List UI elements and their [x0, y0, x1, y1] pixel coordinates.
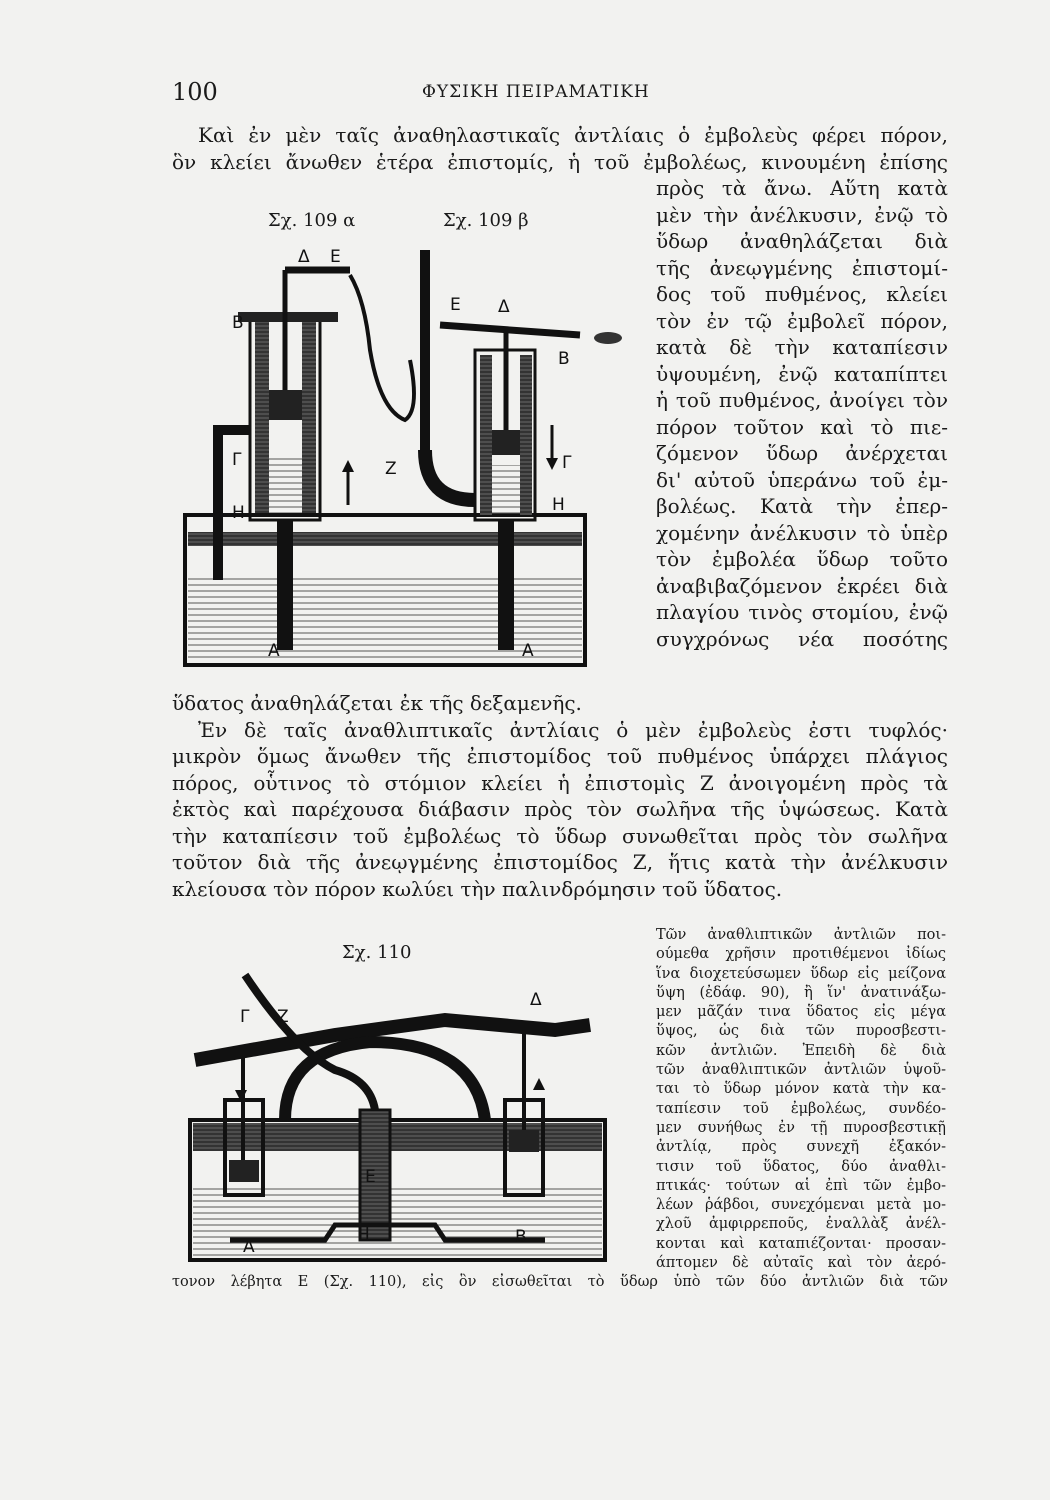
- text-line: δι' αὐτοῦ ὑπεράνω τοῦ ἐμ-: [656, 467, 948, 492]
- text-line: άπτομεν δὲ αὐταῖς καὶ τὸν ἀερό-: [656, 1255, 946, 1272]
- label-alpha: Α: [243, 1237, 255, 1257]
- label-beta-right: Β: [558, 349, 570, 369]
- right-pump-wall: [480, 355, 492, 515]
- page-number: 100: [172, 78, 218, 106]
- label-eta: Η: [357, 1225, 370, 1245]
- text-line: ἵνα διοχετεύσωμεν ὕδωρ εἰς μείζονα: [656, 965, 946, 982]
- page-header: [172, 78, 932, 108]
- text-line: ὕδατος ἀναθηλάζεται ἐκ τῆς δεξαμενῆς.: [172, 691, 582, 715]
- right-pump-water: [492, 465, 520, 515]
- text-line: ούμεθα χρῆσιν προτιθέμενοι ἰδίως: [656, 946, 946, 963]
- text-line: ζόμενον ὕδωρ ἀνέρχεται: [656, 441, 948, 465]
- text-line: τοῦτον διὰ τῆς ἀνεῳγμένης ἐπιστομίδος Ζ, ἥτις κατὰ τὴν ἀνέλκυσιν: [172, 850, 948, 874]
- text-line: μικρὸν ὅμως ἄνωθεν τῆς ἐπιστομίδος τοῦ πυθμένος ὑπάρχει πλάγιος: [172, 744, 948, 768]
- text-line: τισιν τοῦ ὕδατος, δύο ἀναθλι-: [656, 1158, 946, 1175]
- running-title: ΦΥΣΙΚΗ ΠΕΙΡΑΜΑΤΙΚΗ: [422, 82, 650, 102]
- label-delta-left: Δ: [298, 247, 310, 267]
- left-pump-water: [269, 455, 302, 513]
- left-pump-wall: [302, 318, 316, 513]
- text-line: ταπίεσιν τοῦ ἐμβολέως, συνδέο-: [656, 1100, 946, 1117]
- left-piston: [229, 1160, 259, 1182]
- label-alpha-left: Α: [268, 641, 280, 661]
- label-delta-right: Δ: [498, 297, 510, 317]
- label-gamma-left: Γ: [232, 450, 242, 470]
- right-pump-wall: [520, 355, 532, 515]
- left-pump-handle: [350, 275, 414, 420]
- text-line: μεν συνήθως ἐν τῇ πυροσβεστικῇ: [656, 1119, 946, 1136]
- label-eta-left: Η: [232, 503, 245, 523]
- text-line: κονται καὶ καταπιέζονται· προσαν-: [656, 1235, 946, 1252]
- text-line: λέων ῥάβδοι, συνεχόμεναι μετὰ μο-: [656, 1197, 946, 1214]
- paragraph-2-block: [172, 690, 948, 902]
- label-epsilon-left: Ε: [330, 247, 341, 267]
- tank-lid: [188, 532, 582, 546]
- text-line: χλοῦ ἀμφιρρεποῦς, ἐναλλὰξ ἀνέλ-: [656, 1216, 946, 1233]
- label-zeta: Ζ: [277, 1007, 289, 1027]
- text-line: κατὰ δὲ τὴν καταπίεσιν: [656, 335, 948, 359]
- text-line: πτικάς· τούτων αἱ ἐπὶ τῶν ἐμβο-: [656, 1177, 946, 1194]
- text-line: ἀναβιβαζόμενον ἐκρέει διὰ: [656, 573, 948, 598]
- text-line: ὑψουμένη, ἐνῷ καταπίπτει: [656, 361, 948, 386]
- cistern-top: [193, 1123, 602, 1151]
- text-line: πλαγίου τινὸς στομίου, ἐνῷ: [656, 600, 948, 624]
- text-line: ἀντλίᾳ, πρὸς συνεχῆ ἐξακόν-: [656, 1139, 946, 1156]
- text-line: ται τὸ ὕδωρ μόνον κατὰ τὴν κα-: [656, 1081, 946, 1098]
- text-line: τῶν ἀναθλιπτικῶν ἀντλιῶν ὑψοῦ-: [656, 1062, 946, 1079]
- left-pump-cap: [238, 312, 338, 322]
- text-line: δος τοῦ πυθμένος, κλείει: [656, 282, 948, 306]
- label-beta: Β: [515, 1227, 527, 1247]
- text-line: ὕψη (ἐδάφ. 90), ἢ ἵν' ἀνατινάξω-: [656, 984, 946, 1001]
- text-line: συγχρόνως νέα ποσότης: [656, 626, 948, 651]
- text-line: μὲν τὴν ἀνέλκυσιν, ἐνῷ τὸ: [656, 202, 948, 227]
- text-line: τῆς ἀνεῳγμένης ἐπιστομί-: [656, 255, 948, 280]
- text-line: πρὸς τὰ ἄνω. Αὕτη κατὰ: [656, 176, 948, 200]
- right-piston: [509, 1130, 539, 1152]
- text-line: τονον λέβητα Ε (Σχ. 110), εἰς ὃν εἰσωθεῖται τὸ ὕδωρ ὑπὸ τῶν δύο ἀντλιῶν διὰ τῶν: [172, 1274, 948, 1290]
- left-pump-wall: [255, 318, 269, 513]
- text-line: κλείουσα τὸν πόρον κωλύει τὴν παλινδρόμησιν τοῦ ὕδατος.: [172, 876, 783, 901]
- text-line: Καὶ ἐν μὲν ταῖς ἀναθηλαστικαῖς ἀντλίαις ὁ ἐμβολεὺς φέρει πόρον,: [198, 123, 948, 147]
- figure-110-caption: Σχ. 110: [342, 942, 412, 963]
- label-eta-right: Η: [552, 495, 565, 515]
- right-pump-handle: [594, 332, 622, 344]
- label-beta-left: Β: [232, 313, 244, 333]
- left-pump-piston: [269, 390, 302, 420]
- text-line: ὕδωρ ἀναθηλάζεται διὰ: [656, 229, 948, 253]
- paragraph-1-side: [656, 175, 948, 652]
- right-pump-lever: [440, 325, 580, 335]
- text-line: κῶν ἀντλιῶν. Ἐπειδὴ δὲ διὰ: [656, 1042, 946, 1059]
- label-epsilon: Ε: [365, 1167, 376, 1187]
- arrow-up-head: [342, 460, 354, 472]
- text-line: ἡ τοῦ πυθμένος, ἀνοίγει τὸν: [656, 388, 948, 412]
- label-delta: Δ: [530, 990, 542, 1010]
- label-epsilon-right: Ε: [450, 295, 461, 315]
- text-line: Ἐν δὲ ταῖς ἀναθλιπτικαῖς ἀντλίαις ὁ μὲν ἐμβολεὺς ἐστι τυφλός·: [198, 717, 948, 742]
- text-line: πόρον τοῦτον καὶ τὸ πιε-: [656, 414, 948, 439]
- text-line: τὸν ἐμβολέα ὕδωρ τοῦτο: [656, 547, 948, 571]
- right-pump-piston: [492, 430, 520, 455]
- text-line: βολέως. Κατὰ τὴν ἐπερ-: [656, 494, 948, 518]
- text-line: χομένην ἀνέλκυσιν τὸ ὑπὲρ: [656, 520, 948, 545]
- figure-110-fire-pump: [185, 970, 615, 1270]
- text-line: ὃν κλείει ἄνωθεν ἑτέρα ἐπιστομίς, ἡ τοῦ ἐμβολέως, κινουμένη ἐπίσης: [172, 149, 948, 174]
- arrow-down-head: [546, 458, 558, 470]
- label-zeta: Ζ: [385, 459, 397, 479]
- figure-109-pumps: [180, 240, 650, 685]
- text-line: πόρος, οὗτινος τὸ στόμιον κλείει ἡ ἐπιστομὶς Ζ ἀνοιγομένη πρὸς τὰ: [172, 770, 948, 795]
- text-line: τὴν καταπίεσιν τοῦ ἐμβολέως τὸ ὕδωρ συνωθεῖται πρὸς τὸν σωλῆνα: [172, 823, 948, 848]
- text-line: μεν μᾶζάν τινα ὕδατος εἰς μέγα: [656, 1004, 946, 1021]
- label-gamma-right: Γ: [562, 453, 572, 473]
- text-line: Τῶν ἀναθλιπτικῶν ἀντλιῶν ποι-: [656, 927, 946, 943]
- arrow-up: [533, 1078, 545, 1090]
- label-alpha-right: Α: [522, 641, 534, 661]
- text-line: ὕψος, ὡς διὰ τῶν πυροσβεστι-: [656, 1023, 946, 1040]
- right-pump-valve-pipe: [425, 450, 475, 500]
- paragraph-3-last: [172, 1273, 948, 1292]
- text-line: ἐκτὸς καὶ παρέχουσα διάβασιν πρὸς τὸν σωλῆνα τῆς ὑψώσεως. Κατὰ: [172, 797, 948, 821]
- figure-109a-caption: Σχ. 109 α: [268, 210, 356, 231]
- figure-109b-caption: Σχ. 109 β: [443, 210, 529, 231]
- text-line: τὸν ἐν τῷ ἐμβολεῖ πόρον,: [656, 308, 948, 333]
- paragraph-1-top: [172, 122, 948, 175]
- paragraph-3-side: [656, 926, 946, 1273]
- label-gamma: Γ: [240, 1007, 250, 1027]
